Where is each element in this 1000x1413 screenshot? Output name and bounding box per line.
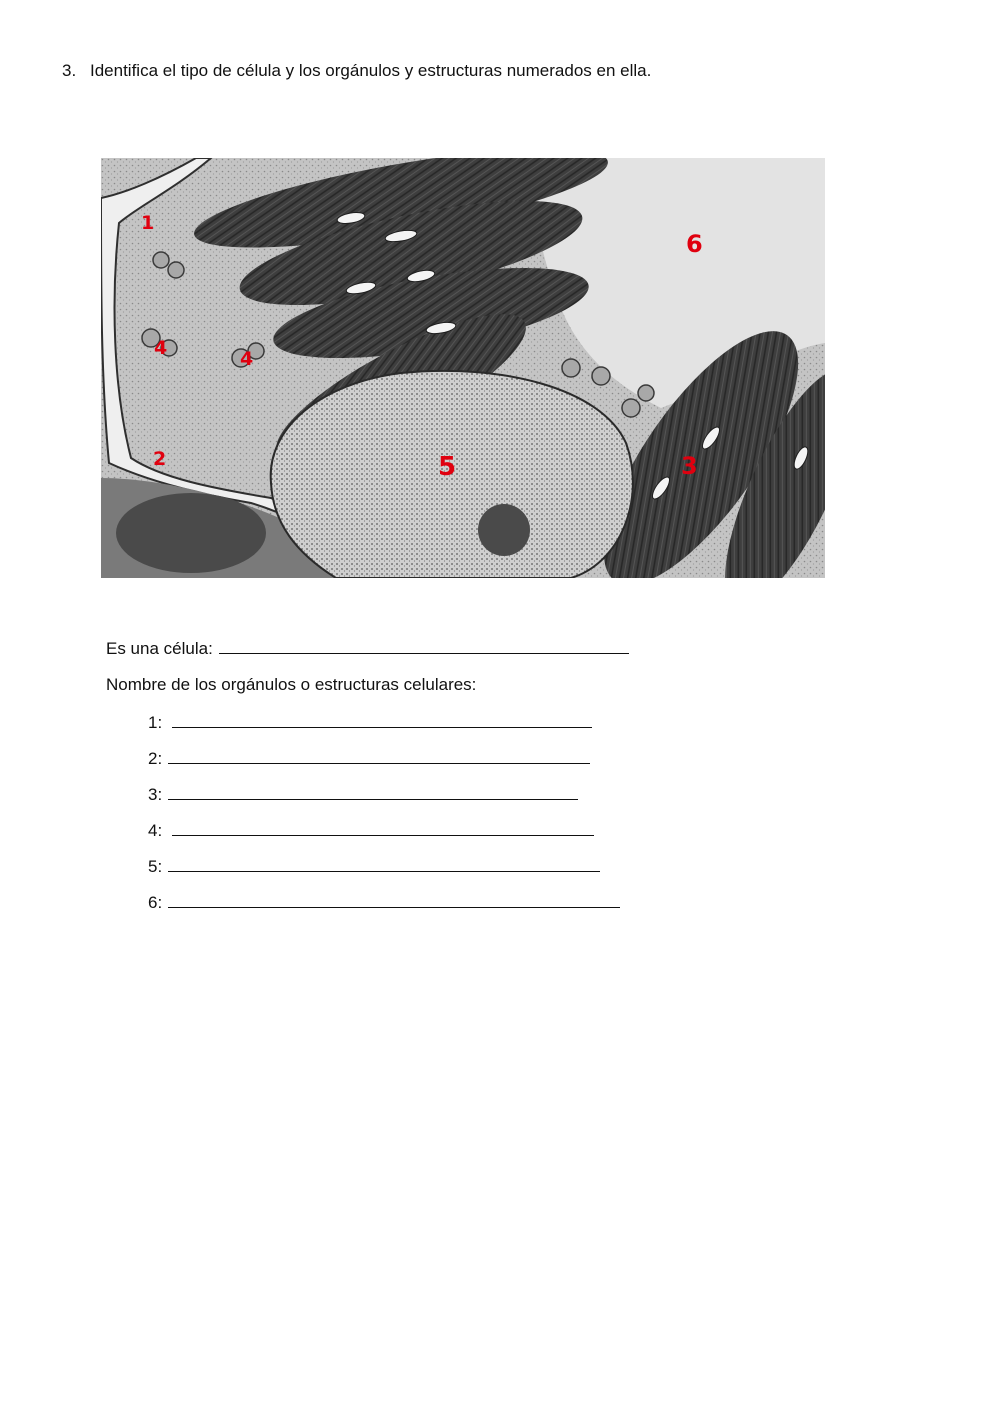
cell-type-prompt: Es una célula:	[106, 639, 213, 658]
question-text: Identifica el tipo de célula y los orgánulos y estructuras numerados en ella.	[90, 61, 652, 80]
question-heading	[62, 61, 651, 81]
organelle-number-1: 1:	[148, 713, 163, 732]
organelle-number-2: 2:	[148, 749, 163, 768]
figure-label-4a: 4	[154, 337, 168, 359]
organelle-answer-line-6[interactable]	[168, 891, 620, 908]
organelle-row-6	[148, 891, 620, 913]
organelle-answer-line-4[interactable]	[172, 819, 594, 836]
figure-label-5: 5	[438, 452, 457, 482]
organelle-row-5	[148, 855, 600, 877]
organelle-row-3	[148, 783, 578, 805]
figure-label-4b: 4	[240, 348, 254, 370]
organelle-number-4: 4:	[148, 821, 163, 840]
organelles-heading: Nombre de los orgánulos o estructuras celulares:	[106, 675, 477, 694]
organelle-answer-line-1[interactable]	[172, 711, 592, 728]
figure-label-1: 1	[141, 212, 155, 234]
organelle-row-4	[148, 819, 594, 841]
organelle-answer-line-3[interactable]	[168, 783, 578, 800]
organelle-answer-line-2[interactable]	[168, 747, 590, 764]
micrograph-drawing	[101, 158, 825, 578]
figure-label-6: 6	[686, 230, 703, 258]
figure-label-2: 2	[153, 448, 167, 470]
cell-type-row	[106, 637, 629, 659]
organelle-number-6: 6:	[148, 893, 163, 912]
cell-micrograph	[101, 158, 825, 578]
organelle-number-3: 3:	[148, 785, 163, 804]
organelle-answer-line-5[interactable]	[168, 855, 600, 872]
question-number: 3.	[62, 61, 77, 80]
organelle-row-1	[148, 711, 592, 733]
figure-label-3: 3	[681, 452, 698, 480]
organelle-number-5: 5:	[148, 857, 163, 876]
cell-type-answer-line[interactable]	[219, 637, 629, 654]
organelle-row-2	[148, 747, 590, 769]
